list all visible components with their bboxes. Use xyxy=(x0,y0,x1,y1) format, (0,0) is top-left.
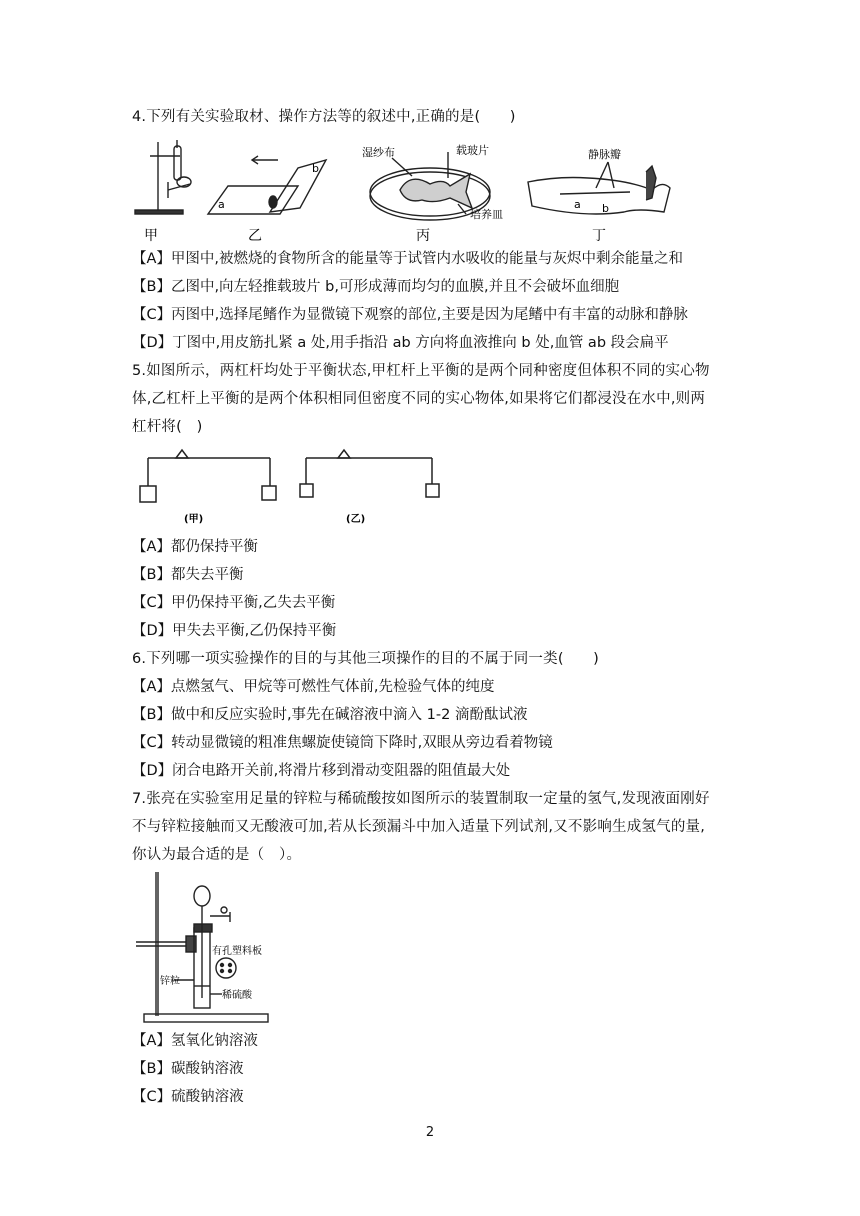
q4-option-c: 【C】丙图中,选择尾鳍作为显微镜下观察的部位,主要是因为尾鳍中有丰富的动脉和静脉 xyxy=(132,307,688,323)
slide-label-a: a xyxy=(218,198,225,211)
arm-label-b: b xyxy=(602,202,609,215)
zinc-label: 锌粒 xyxy=(160,976,180,987)
slide-label-b: b xyxy=(312,162,319,175)
q4-stem: 4.下列有关实验取材、操作方法等的叙述中,正确的是( ) xyxy=(132,109,516,125)
q7-stem-line-2: 不与锌粒接触而又无酸液可加,若从长颈漏斗中加入适量下列试剂,又不影响生成氢气的量, xyxy=(132,819,706,835)
q6-option-c: 【C】转动显微镜的粗准焦螺旋使镜筒下降时,双眼从旁边看着物镜 xyxy=(132,735,553,751)
q7-option-c: 【C】硫酸钠溶液 xyxy=(132,1089,244,1105)
q5-stem-line-2: 体,乙杠杆上平衡的是两个体积相同但密度不同的实心物体,如果将它们都浸没在水中,则两 xyxy=(132,391,706,407)
q5-stem-line-1: 5.如图所示，两杠杆均处于平衡状态,甲杠杆上平衡的是两个同种密度但体积不同的实心物 xyxy=(132,363,710,379)
figure-ding xyxy=(528,162,670,214)
q5-option-c: 【C】甲仍保持平衡,乙失去平衡 xyxy=(132,595,336,611)
q5-figure xyxy=(132,448,452,532)
q4-option-a: 【A】甲图中,被燃烧的食物所含的能量等于试管内水吸收的能量与灰烬中剩余能量之和 xyxy=(132,251,684,267)
q6-stem: 6.下列哪一项实验操作的目的与其他三项操作的目的不属于同一类( ) xyxy=(132,651,599,667)
figure-jia xyxy=(135,140,191,214)
q6-option-b: 【B】做中和反应实验时,事先在碱溶液中滴入 1-2 滴酚酞试液 xyxy=(132,707,528,723)
q5-option-d: 【D】甲失去平衡,乙仍保持平衡 xyxy=(132,623,337,639)
q7-figure xyxy=(130,868,290,1032)
q6-option-a: 【A】点燃氢气、甲烷等可燃性气体前,先检验气体的纯度 xyxy=(132,679,495,695)
lever-label-jia: (甲) xyxy=(184,514,204,525)
lever-label-yi: (乙) xyxy=(346,514,366,525)
figure-yi xyxy=(208,156,326,214)
acid-label: 稀硫酸 xyxy=(222,990,252,1001)
lever-jia xyxy=(140,450,276,502)
q7-option-b: 【B】碳酸钠溶液 xyxy=(132,1061,244,1077)
wet-gauze-label: 湿纱布 xyxy=(362,146,395,159)
q4-figure xyxy=(130,138,690,248)
label-bing: 丙 xyxy=(416,228,430,244)
q6-option-d: 【D】闭合电路开关前,将滑片移到滑动变阻器的阻值最大处 xyxy=(132,763,511,779)
q5-option-a: 【A】都仍保持平衡 xyxy=(132,539,258,555)
q5-option-b: 【B】都失去平衡 xyxy=(132,567,244,583)
plate-label: 有孔塑料板 xyxy=(212,946,262,957)
q5-stem-line-3: 杠杆将( ) xyxy=(132,419,203,435)
page-number: 2 xyxy=(425,1125,435,1140)
label-jia: 甲 xyxy=(144,228,158,244)
label-ding: 丁 xyxy=(592,228,606,244)
q7-option-a: 【A】氢氧化钠溶液 xyxy=(132,1033,258,1049)
q7-stem-line-1: 7.张亮在实验室用足量的锌粒与稀硫酸按如图所示的装置制取一定量的氢气,发现液面刚好 xyxy=(132,791,710,807)
slide-text-label: 载玻片 xyxy=(456,144,489,157)
q7-stem-line-3: 你认为最合适的是（ ）。 xyxy=(132,847,302,863)
q4-option-b: 【B】乙图中,向左轻推载玻片 b,可形成薄而均匀的血膜,并且不会破坏血细胞 xyxy=(132,279,620,295)
label-yi: 乙 xyxy=(248,228,262,244)
q4-option-d: 【D】丁图中,用皮筋扎紧 a 处,用手指沿 ab 方向将血液推向 b 处,血管 ab 段会扁平 xyxy=(132,335,669,351)
arm-label-a: a xyxy=(574,198,581,211)
lever-yi xyxy=(300,450,439,497)
dish-label: 培养皿 xyxy=(470,208,503,221)
vein-label: 静脉瓣 xyxy=(588,148,621,161)
